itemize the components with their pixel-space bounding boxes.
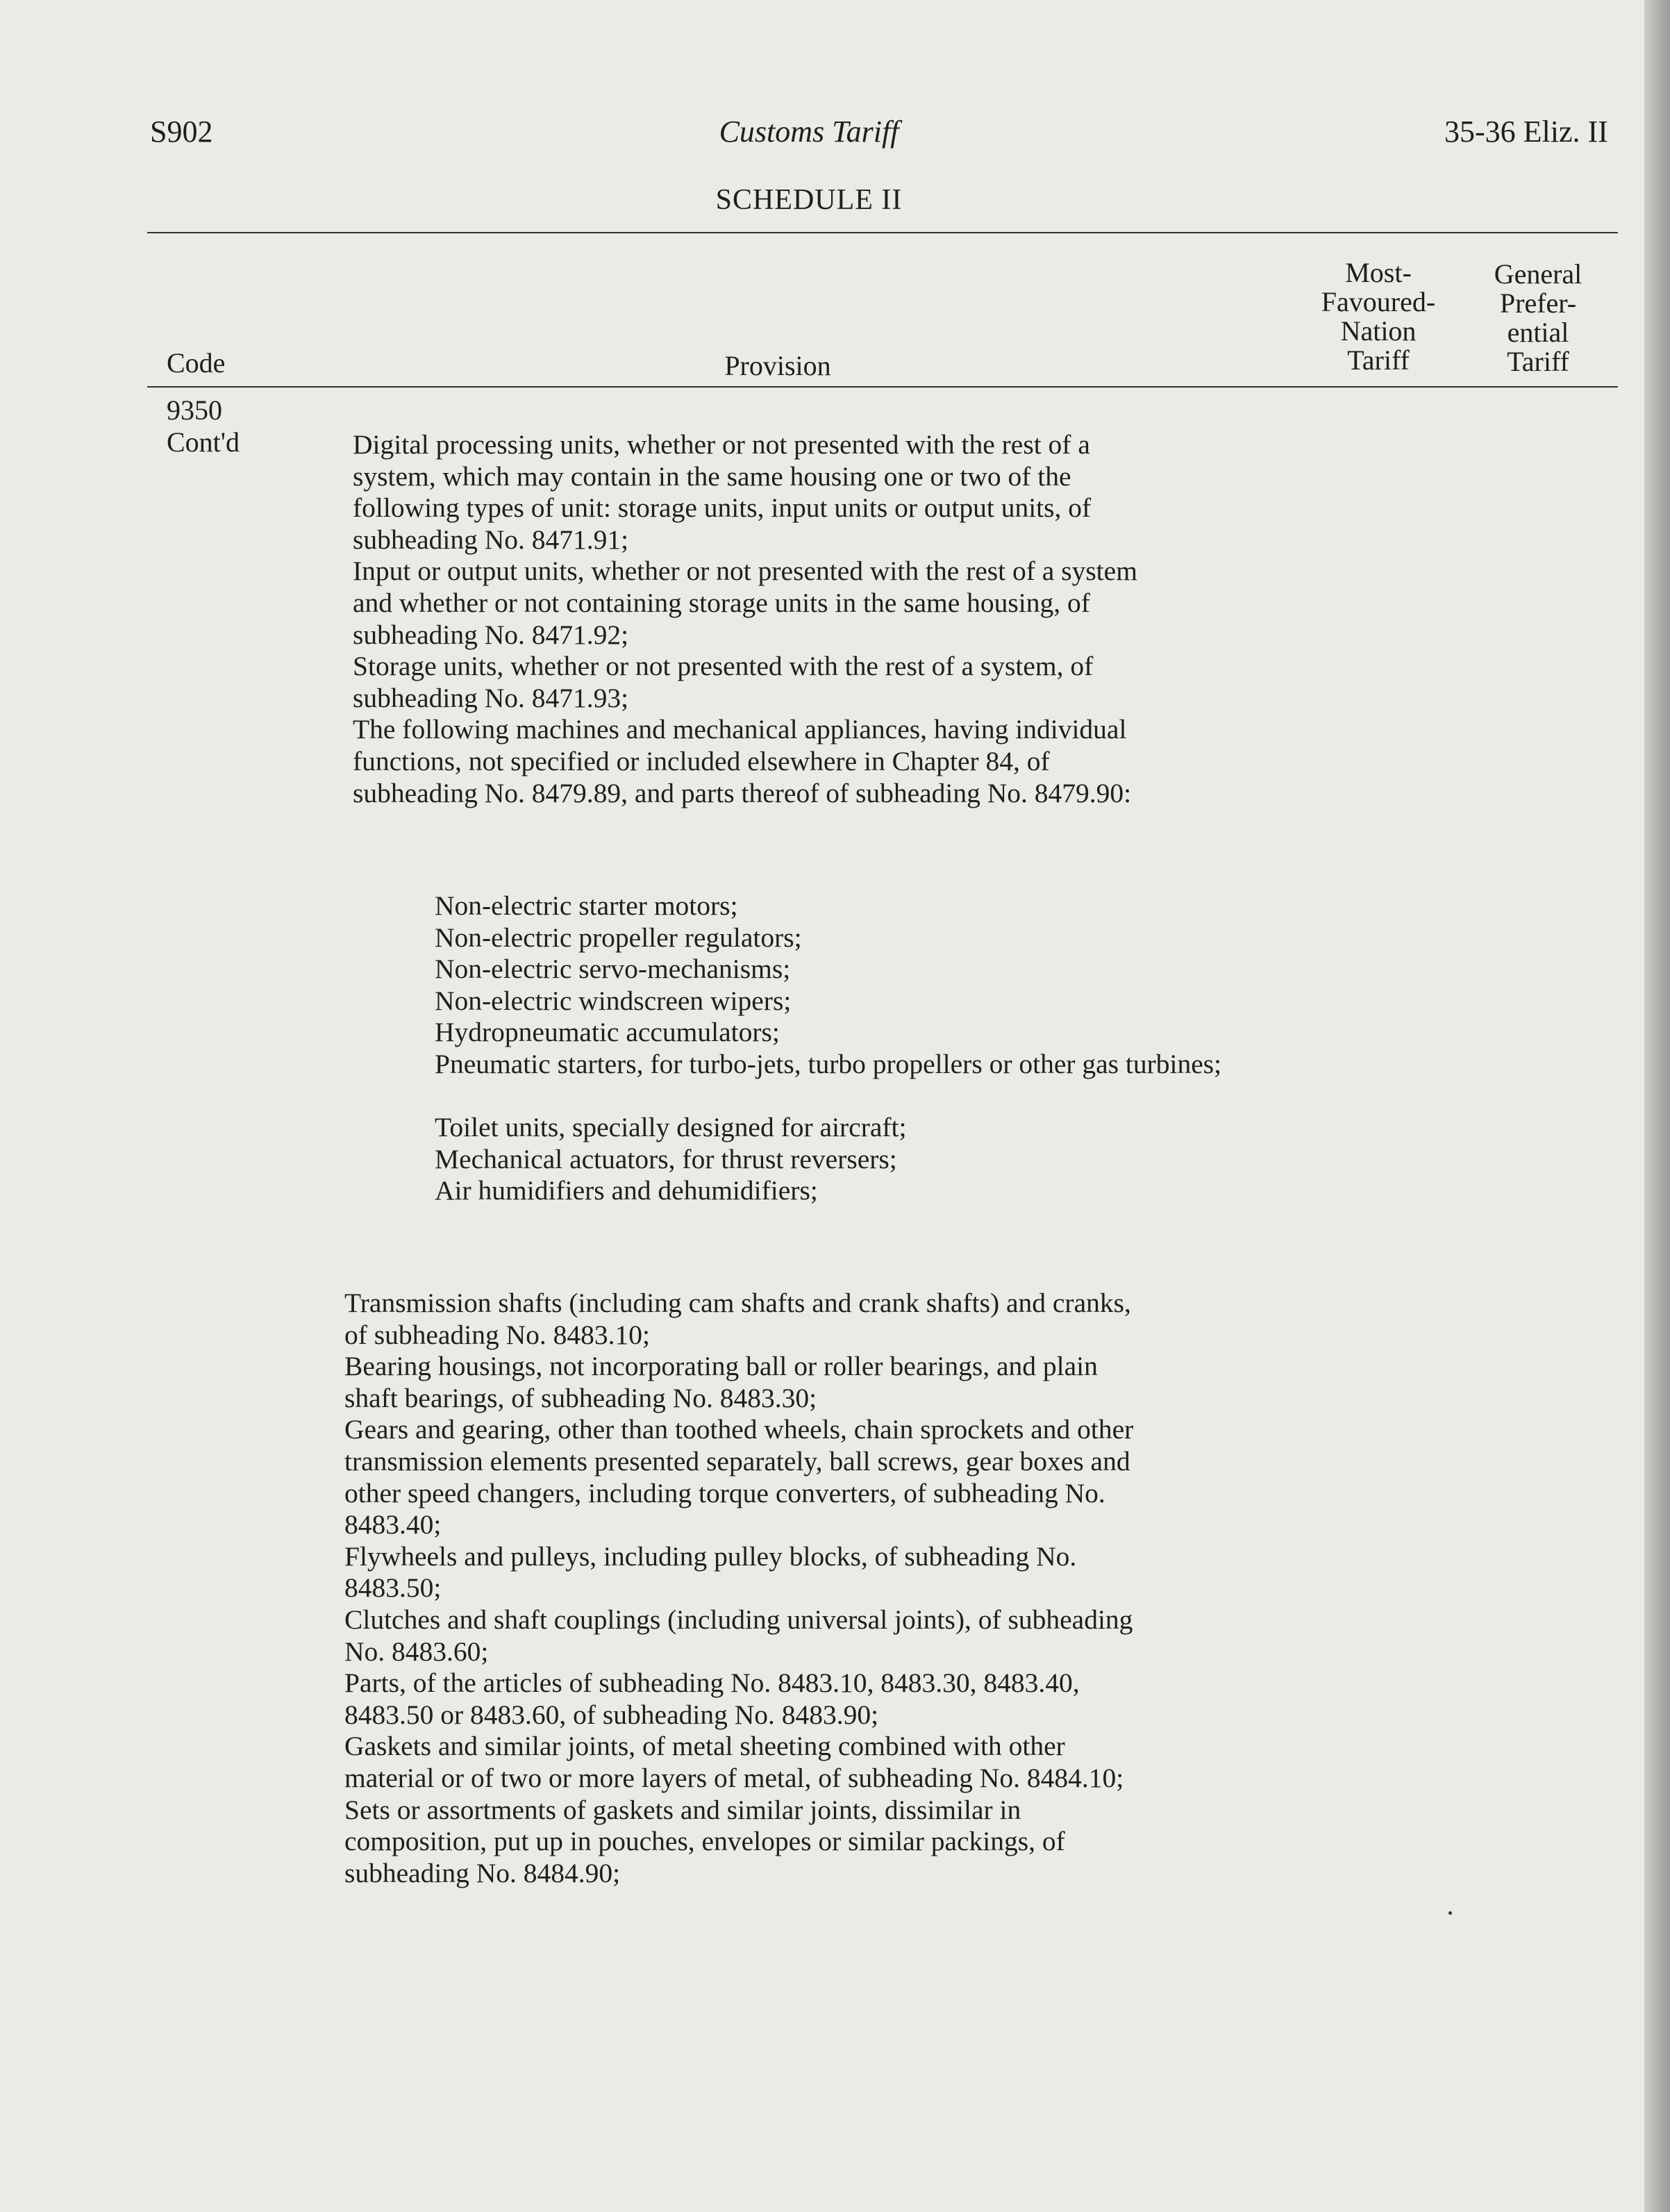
provision-line: and whether or not containing storage units in the same housing, of <box>353 587 1090 618</box>
provision-line: functions, not specified or included elsewhere in Chapter 84, of <box>353 745 1050 776</box>
column-header-mfn: Most- Favoured- Nation Tariff <box>1321 257 1436 376</box>
provision-line: Gears and gearing, other than toothed wheels, chain sprockets and other <box>344 1414 1134 1445</box>
provision-line: subheading No. 8471.91; <box>353 524 629 555</box>
provision-line: subheading No. 8471.93; <box>353 682 629 713</box>
provision-line: subheading No. 8479.89, and parts thereof of subheading No. 8479.90: <box>353 777 1132 808</box>
list-item: Non-electric propeller regulators; <box>435 922 802 953</box>
provision-line: 8483.50; <box>344 1572 442 1604</box>
provision-line: subheading No. 8471.92; <box>353 619 629 650</box>
print-speck <box>1448 1911 1452 1915</box>
provision-line: Sets or assortments of gaskets and similar joints, dissimilar in <box>344 1794 1021 1825</box>
statute-reference: 35-36 Eliz. II <box>1444 115 1608 149</box>
provision-block-computers <box>353 429 1137 809</box>
column-header-code: Code <box>167 347 226 379</box>
page-title: Customs Tariff <box>719 115 899 149</box>
provision-line: Clutches and shaft couplings (including universal joints), of subheading <box>344 1604 1133 1635</box>
list-item: Non-electric starter motors; <box>435 890 738 921</box>
list-item: Air humidifiers and dehumidifiers; <box>435 1175 818 1206</box>
provision-line: Flywheels and pulleys, including pulley blocks, of subheading No. <box>344 1540 1077 1572</box>
provision-line: No. 8483.60; <box>344 1636 489 1667</box>
provision-line: 8483.40; <box>344 1509 442 1540</box>
page-number: S902 <box>150 115 213 149</box>
provision-line: subheading No. 8484.90; <box>344 1857 621 1888</box>
provision-line: material or of two or more layers of metal, of subheading No. 8484.10; <box>344 1762 1124 1793</box>
provision-line: transmission elements presented separately, ball screws, gear boxes and <box>344 1445 1130 1477</box>
provision-line: Gaskets and similar joints, of metal sheeting combined with other <box>344 1731 1065 1762</box>
schedule-heading: SCHEDULE II <box>715 184 903 216</box>
provision-line: system, which may contain in the same housing one or two of the <box>353 460 1071 492</box>
list-item: Non-electric servo-mechanisms; <box>435 954 791 985</box>
provision-line: 8483.50 or 8483.60, of subheading No. 8483.90; <box>344 1699 879 1730</box>
list-item: Non-electric windscreen wipers; <box>435 985 792 1016</box>
code-number: 9350 <box>167 394 222 426</box>
tariff-code <box>167 394 240 458</box>
page-edge <box>1644 0 1670 2212</box>
provision-line: shaft bearings, of subheading No. 8483.30; <box>344 1382 817 1413</box>
list-item: Pneumatic starters, for turbo-jets, turbo propellers or other gas turbines; <box>435 1048 1222 1079</box>
provision-line: Parts, of the articles of subheading No. 8483.10, 8483.30, 8483.40, <box>344 1668 1080 1699</box>
column-header-provision: Provision <box>724 350 831 381</box>
code-continued: Cont'd <box>167 426 240 458</box>
header-top-rule <box>147 232 1618 233</box>
provision-line: following types of unit: storage units, input units or output units, of <box>353 492 1092 524</box>
header-bottom-rule <box>147 386 1618 388</box>
list-item: Hydropneumatic accumulators; <box>435 1017 780 1048</box>
provision-line: other speed changers, including torque converters, of subheading No. <box>344 1477 1105 1508</box>
provision-block-transmission <box>344 1288 1133 1889</box>
provision-line: of subheading No. 8483.10; <box>344 1319 650 1350</box>
list-item: Toilet units, specially designed for aircraft; <box>435 1112 907 1143</box>
list-item: Mechanical actuators, for thrust reversers; <box>435 1143 897 1174</box>
column-header-gpt: General Prefer- ential Tariff <box>1494 258 1583 377</box>
provision-line: The following machines and mechanical appliances, having individual <box>353 714 1127 745</box>
provision-line: composition, put up in pouches, envelopes or similar packings, of <box>344 1826 1065 1857</box>
provision-line: Storage units, whether or not presented with the rest of a system, of <box>353 651 1094 682</box>
provision-line: Transmission shafts (including cam shafts and crank shafts) and cranks, <box>344 1288 1131 1318</box>
provision-line: Input or output units, whether or not presented with the rest of a system <box>353 556 1137 587</box>
provision-line: Digital processing units, whether or not presented with the rest of a <box>353 429 1090 460</box>
provision-sublist-machines <box>435 890 1221 1207</box>
provision-line: Bearing housings, not incorporating ball or roller bearings, and plain <box>344 1351 1098 1382</box>
